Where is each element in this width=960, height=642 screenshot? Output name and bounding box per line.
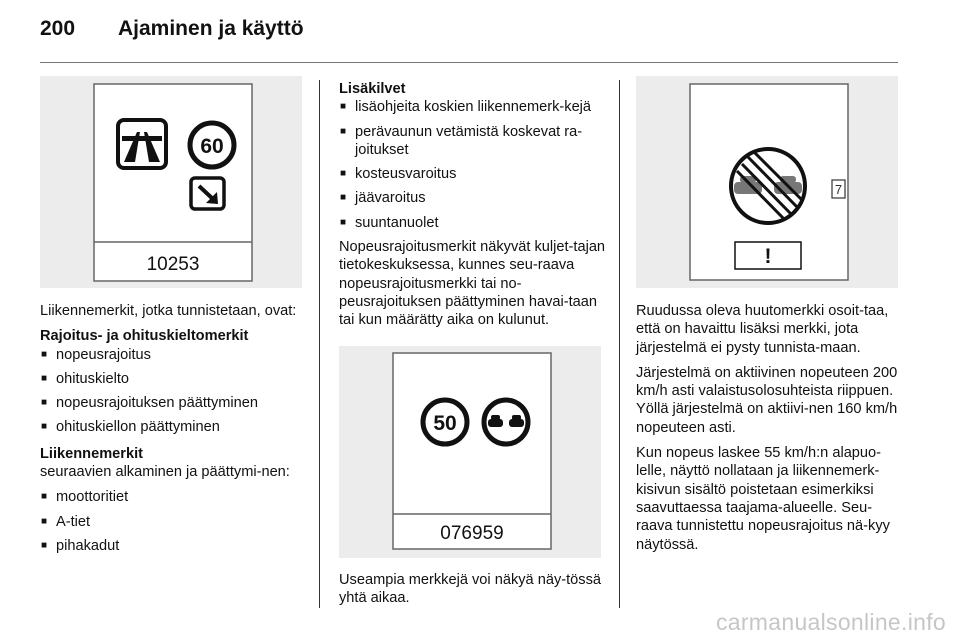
list-item: ■ moottoritiet — [40, 488, 310, 506]
speed-limit-sign-icon — [190, 123, 234, 167]
display-illustration-2 — [339, 346, 601, 558]
display-illustration-3 — [636, 76, 898, 288]
figure-display-multiple-signs — [339, 346, 601, 558]
list-item: ■ A-tiet — [40, 513, 310, 531]
paragraph: Ruudussa oleva huutomerkki osoit-taa, että on havaittu lisäksi merkki, jota järjestelmä ei pysty tunnista-maan. — [636, 303, 889, 356]
list-item: ■ perävaunun vetämistä koskevat ra-joitukset — [339, 123, 607, 160]
end-of-no-overtaking-sign-icon — [731, 149, 805, 223]
direction-arrow-icon — [191, 178, 224, 209]
paragraph: Kun nopeus laskee 55 km/h:n alapuo-lelle, näyttö nollataan ja liikennemerk-kisivun sisältö poistetaan esimerkiksi saavuttaessa taajama-alueelle. Seu-raava tunnistettu nopeusrajoitus nä-kyy näytössä. — [636, 445, 890, 553]
list-item: ■ nopeusrajoitus — [40, 346, 310, 364]
watermark: carmanualsonline.info — [715, 609, 946, 635]
caption-text: Useampia merkkejä voi näkyä näy-tössä yhtä aikaa. — [339, 572, 601, 607]
list-item: ■ ohituskiellon päättyminen — [40, 418, 310, 436]
column-2 — [339, 80, 607, 337]
section-heading-signs: Liikennemerkit — [40, 445, 144, 462]
figure-caption — [339, 571, 607, 615]
column-divider-2 — [619, 80, 620, 608]
exclamation-plate-icon — [735, 242, 801, 269]
figure-display-motorway — [40, 76, 302, 288]
list-item: ■ ohituskielto — [40, 370, 310, 388]
svg-text:!: ! — [764, 245, 772, 268]
speed-limit-sign-icon — [423, 400, 467, 444]
display-illustration-1 — [40, 76, 302, 288]
speed-value-50: 50 — [433, 412, 457, 435]
page-title: Ajaminen ja käyttö — [118, 17, 304, 40]
sign-code: 10253 — [146, 254, 200, 275]
figure-display-unrecognized — [636, 76, 898, 288]
svg-text:7: 7 — [834, 182, 843, 197]
signs-text: seuraavien alkaminen ja päättymi-nen: — [40, 464, 290, 481]
paragraph: Järjestelmä on aktiivinen nopeuteen 200 km/h asti valaistusolosuhteista riippuen. Yöllä järjestelmä on aktiivi-nen 160 km/h nopeuteen asti. — [636, 364, 898, 436]
column-3 — [636, 302, 898, 561]
section-heading-supplementary: Lisäkilvet — [339, 81, 406, 97]
sign-code: 076959 — [440, 523, 504, 544]
list-item: ■ lisäohjeita koskien liikennemerk-kejä — [339, 98, 607, 116]
header-rule — [40, 62, 898, 63]
column-1 — [40, 302, 310, 561]
intro-text: Liikennemerkit, jotka tunnistetaan, ovat: — [40, 303, 297, 319]
section-heading-restrictions: Rajoitus- ja ohituskieltomerkit — [40, 328, 249, 345]
page-number: 200 — [40, 17, 76, 40]
list-item: ■ suuntanuolet — [339, 214, 607, 232]
list-item: ■ nopeusrajoituksen päättyminen — [40, 394, 310, 412]
speed-value-60: 60 — [200, 135, 224, 158]
list-item: ■ pihakadut — [40, 537, 310, 555]
list-item: ■ jäävaroitus — [339, 189, 607, 207]
no-overtaking-sign-icon — [484, 400, 528, 444]
column-divider-1 — [319, 80, 320, 608]
motorway-sign-icon — [118, 120, 166, 168]
side-indicator — [832, 180, 845, 198]
list-item: ■ kosteusvaroitus — [339, 165, 607, 183]
paragraph: Nopeusrajoitusmerkit näkyvät kuljet-tajan tietokeskuksessa, kunnes seu-raava nopeusrajoitusmerkki tai no-peusrajoituksen päättyminen havai-taan tai kun määrätty aika on kulunut. — [339, 239, 606, 329]
